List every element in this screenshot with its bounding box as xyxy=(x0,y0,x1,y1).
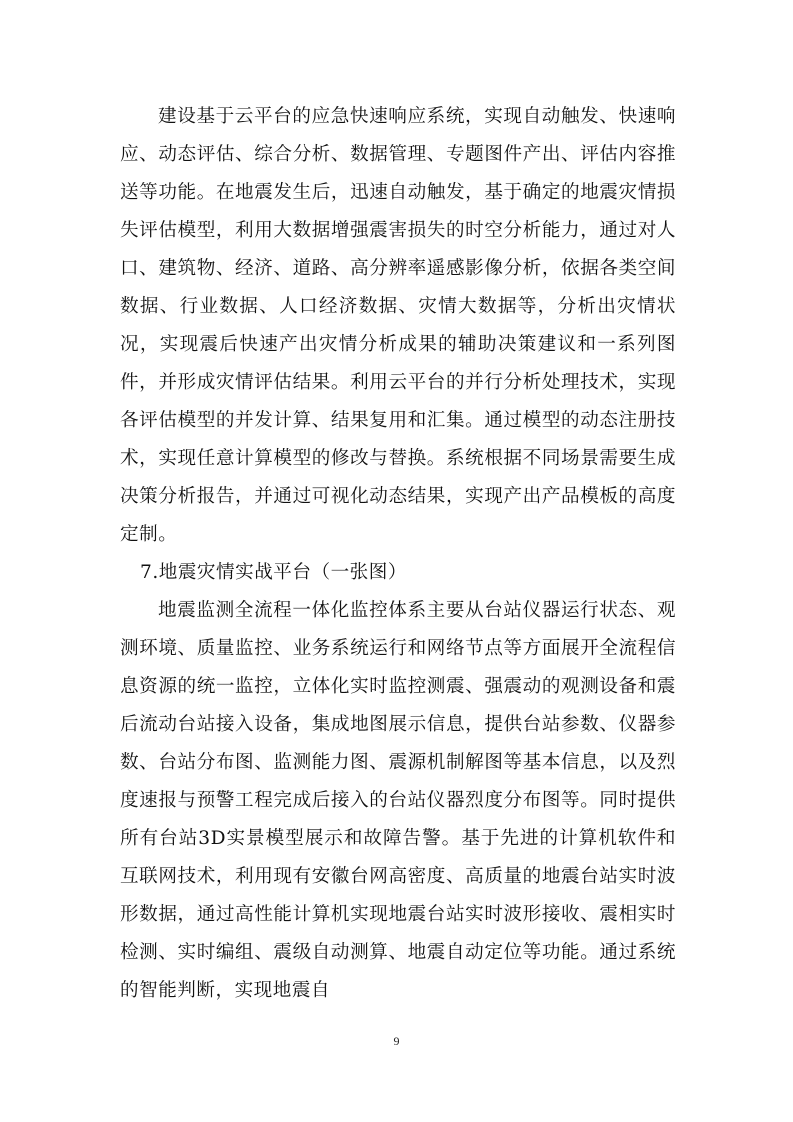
paragraph-cloud-platform-response-system: 建设基于云平台的应急快速响应系统，实现自动触发、快速响应、动态评估、综合分析、数据管理、专题图件产出、评估内容推送等功能。在地震发生后，迅速自动触发，基于确定的地震灾情损失评估模型，利用大数据增强震害损失的时空分析能力，通过对人口、建筑物、经济、道路、高分辨率遥感影像分析，依据各类空间数据、行业数据、人口经济数据、灾情大数据等，分析出灾情状况，实现震后快速产出灾情分析成果的辅助决策建议和一系列图件，并形成灾情评估结果。利用云平台的并行分析处理技术，实现各评估模型的并发计算、结果复用和汇集。通过模型的动态注册技术，实现任意计算模型的修改与替换。系统根据不同场景需要生成决策分析报告，并通过可视化动态结果，实现产出产品模板的高度定制。 xyxy=(120,106,676,545)
document-page xyxy=(120,98,676,1010)
paragraph-monitoring-system: 地震监测全流程一体化监控体系主要从台站仪器运行状态、观测环境、质量监控、业务系统运行和网络节点等方面展开全流程信息资源的统一监控，立体化实时监控测震、强震动的观测设备和震后流动台站接入设备，集成地图展示信息，提供台站参数、仪器参数、台站分布图、监测能力图、震源机制解图等基本信息，以及烈度速报与预警工程完成后接入的台站仪器烈度分布图等。同时提供所有台站3D实景模型展示和故障告警。基于先进的计算机软件和互联网技术，利用现有安徽台网高密度、高质量的地震台站实时波形数据，通过高性能计算机实现地震台站实时波形接收、震相实时检测、实时编组、震级自动测算、地震自动定位等功能。通过系统的智能判断，实现地震自 xyxy=(120,600,676,1001)
section-heading-7: 7.地震灾情实战平台（一张图） xyxy=(140,562,407,583)
page-number: 9 xyxy=(393,1034,400,1048)
